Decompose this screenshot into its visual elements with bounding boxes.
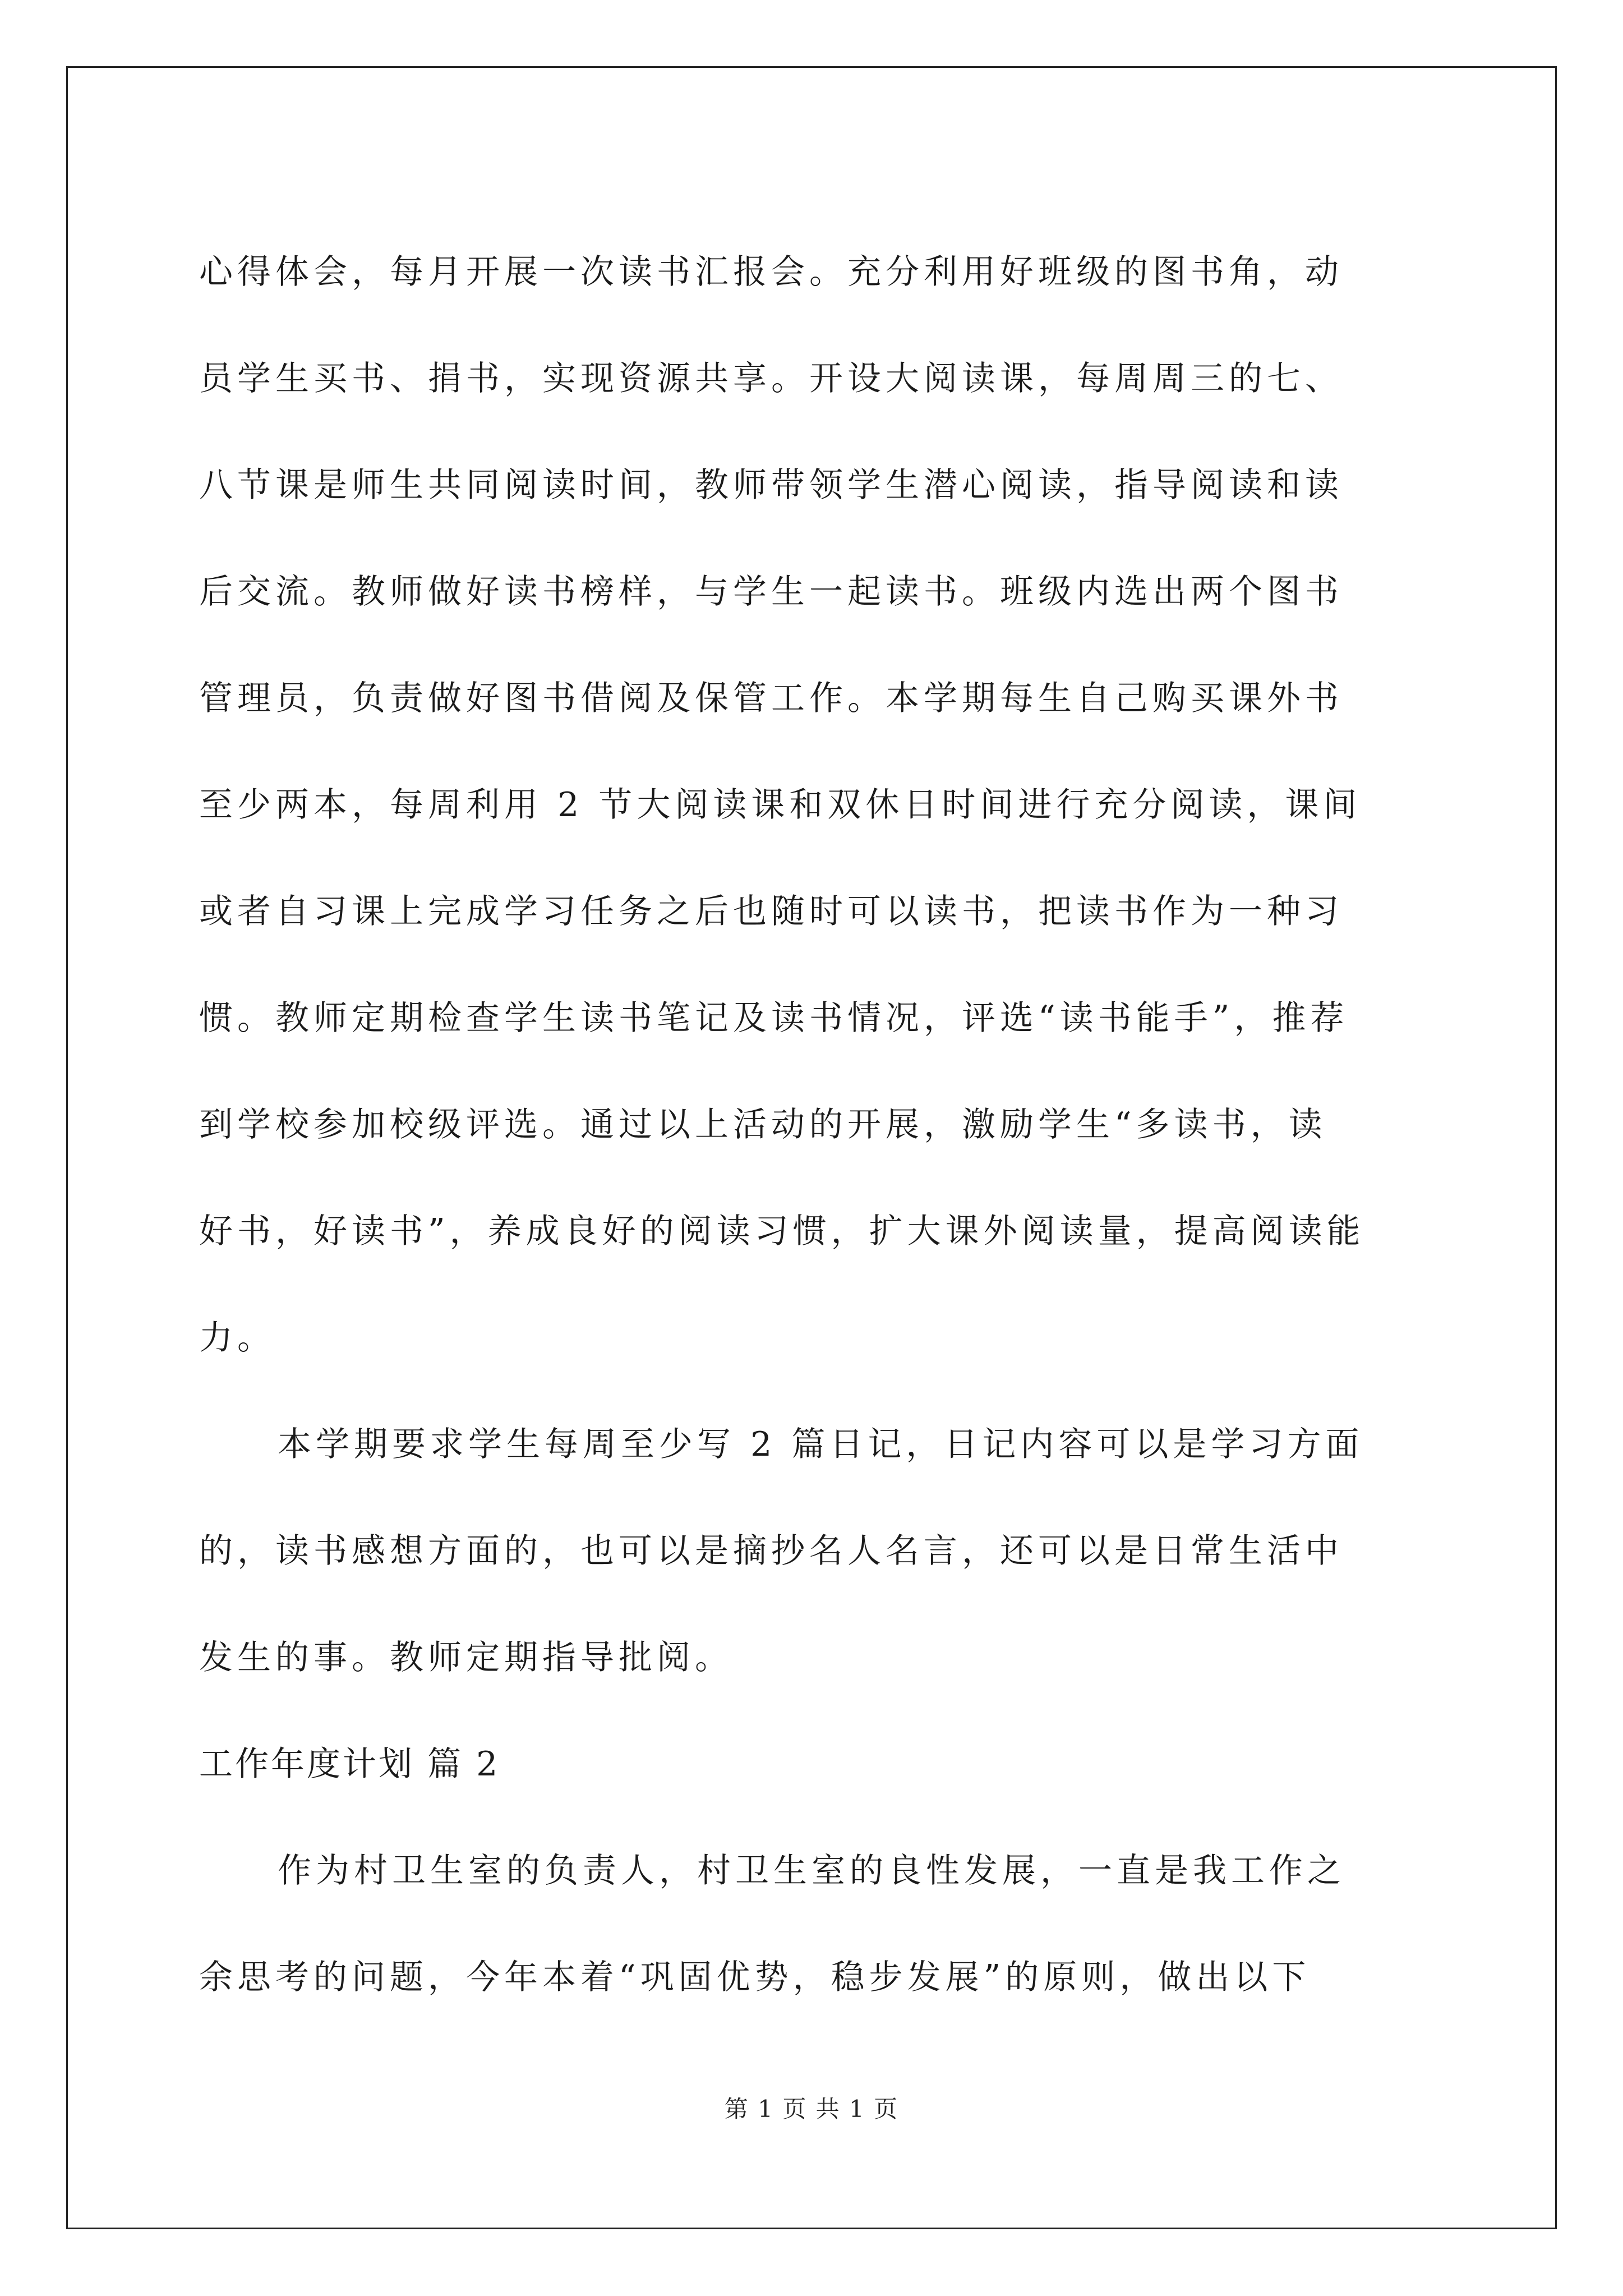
paragraph-start-line: 本学期要求学生每周至少写 2 篇日记，日记内容可以是学习方面 <box>278 1425 1364 1464</box>
text-line: 的，读书感想方面的，也可以是摘抄名人名言，还可以是日常生活中 <box>199 1531 1343 1571</box>
page-footer: 第 1 页 共 1 页 <box>724 2095 899 2123</box>
text-line: 管理员，负责做好图书借阅及保管工作。本学期每生自己购买课外书 <box>199 679 1343 718</box>
text-line: 到学校参加校级评选。通过以上活动的开展，激励学生“多读书，读 <box>199 1105 1327 1144</box>
text-line: 好书，好读书”，养成良好的阅读习惯，扩大课外阅读量，提高阅读能 <box>199 1212 1365 1251</box>
section-heading: 工作年度计划 篇 2 <box>199 1745 500 1784</box>
text-line: 余思考的问题，今年本着“巩固优势，稳步发展”的原则，做出以下 <box>199 1958 1311 1997</box>
paragraph-start-line: 作为村卫生室的负责人，村卫生室的良性发展，一直是我工作之 <box>278 1851 1345 1890</box>
text-line: 八节课是师生共同阅读时间，教师带领学生潜心阅读，指导阅读和读 <box>199 466 1343 505</box>
text-line: 发生的事。教师定期指导批阅。 <box>199 1638 733 1677</box>
text-line: 惯。教师定期检查学生读书笔记及读书情况，评选“读书能手”，推荐 <box>199 999 1349 1038</box>
text-line: 力。 <box>199 1318 275 1358</box>
text-line: 员学生买书、捐书，实现资源共享。开设大阅读课，每周周三的七、 <box>199 359 1343 398</box>
text-line: 心得体会，每月开展一次读书汇报会。充分利用好班级的图书角，动 <box>199 252 1343 292</box>
text-line: 至少两本，每周利用 2 节大阅读课和双休日时间进行充分阅读，课间 <box>199 785 1362 825</box>
text-line: 后交流。教师做好读书榜样，与学生一起读书。班级内选出两个图书 <box>199 572 1343 611</box>
text-line: 或者自习课上完成学习任务之后也随时可以读书，把读书作为一种习 <box>199 892 1343 931</box>
document-body <box>199 219 1428 2031</box>
